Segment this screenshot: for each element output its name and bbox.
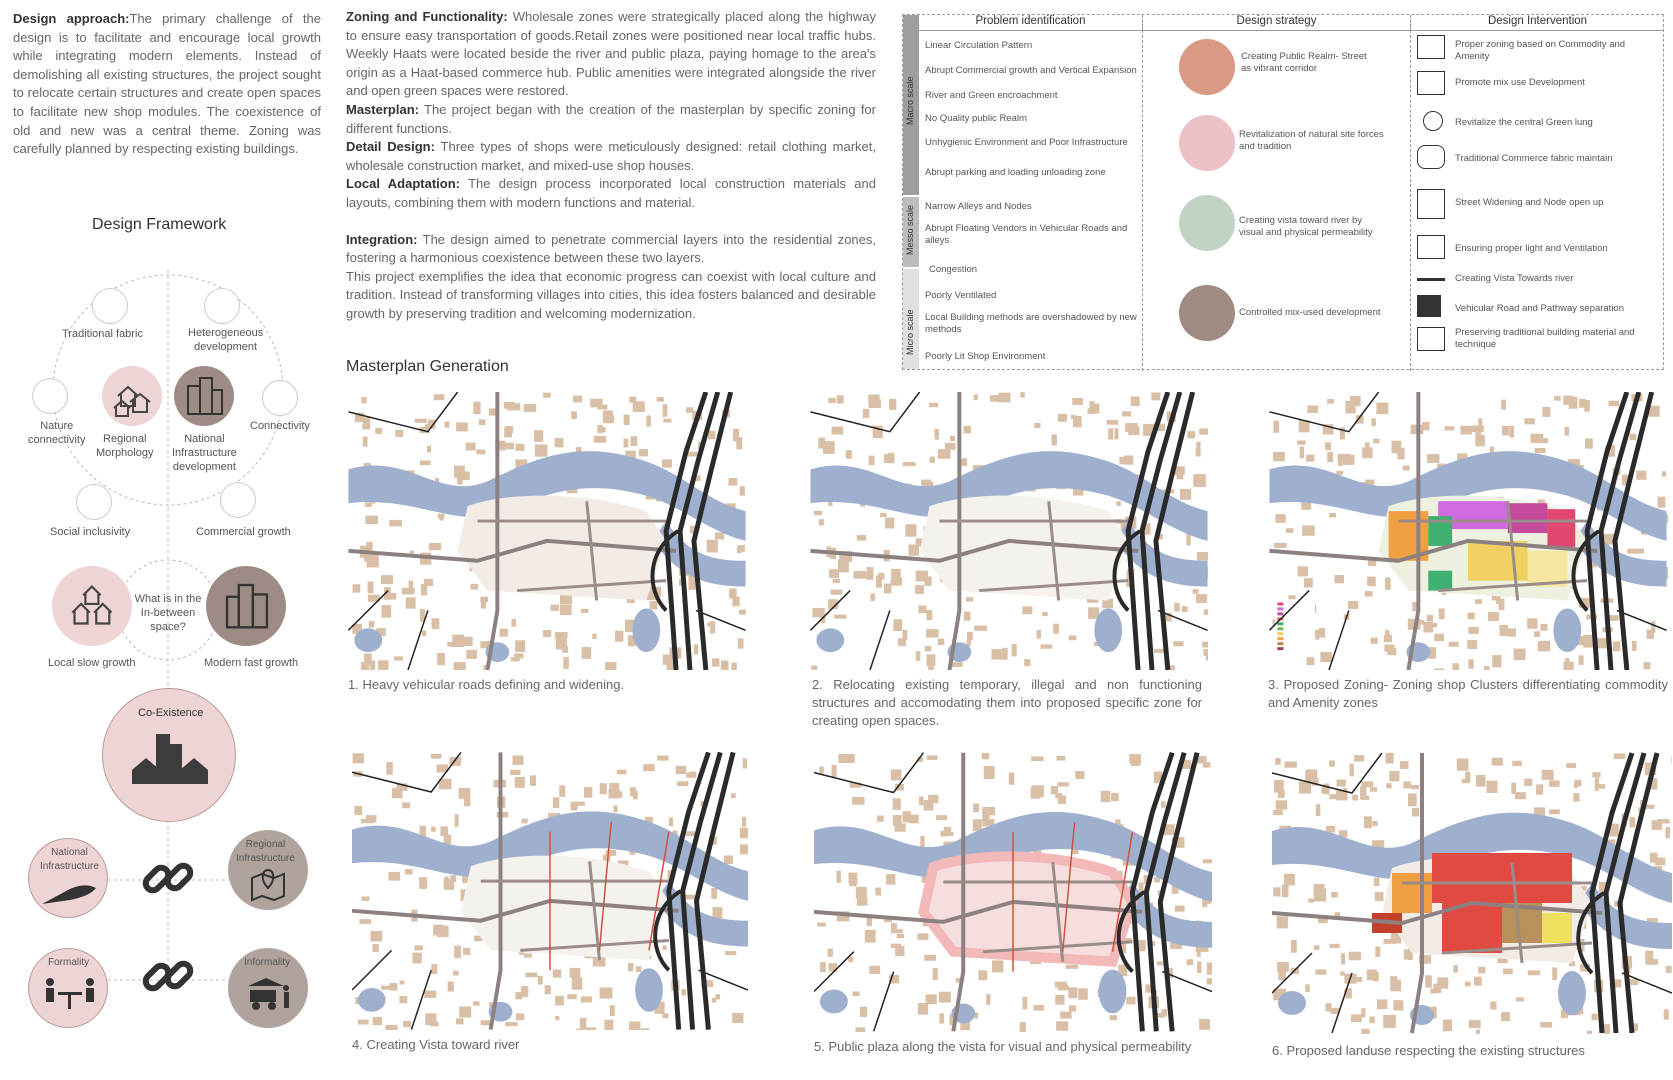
intervention-item: Traditional Commerce fabric maintain: [1455, 153, 1613, 164]
highway-icon: [40, 878, 100, 908]
heterogeneous-icon: [204, 288, 240, 324]
masterplan-title: Masterplan Generation: [346, 358, 509, 375]
conclusion-body: This project exemplifies the idea that economic progress can coexist with local culture and tradition. Instead of transforming villages into cities, this idea fosters balanced and desirable growth by preserving tradition and welcoming modernization.: [346, 268, 876, 321]
local-adaptation-body: The design process incorporated local construction materials and layouts, combining them with modern functions and material.: [346, 176, 876, 210]
modern-fast-growth-label: Modern fast growth: [204, 657, 299, 669]
road-separation-icon: [1417, 295, 1441, 317]
design-approach-heading: Design approach:: [13, 11, 130, 26]
problem-item: Abrupt parking and loading unloading zone: [925, 167, 1106, 178]
mixed-building-icon: [1417, 71, 1445, 95]
strategy-table: [902, 14, 1664, 370]
integration-body: The design aimed to penetrate commercial layers into the residential zones, fostering a harmonious coexistence between these two layers.: [346, 231, 876, 266]
header-problem: Problem identification: [919, 15, 1142, 31]
traditional-fabric-label: Traditional fabric: [62, 328, 143, 340]
zoning-heading: Zoning and Functionality:: [346, 9, 508, 24]
commercial-growth-label: Commercial growth: [196, 526, 291, 538]
formality-label: Formality: [48, 957, 90, 968]
design-approach: [13, 10, 321, 159]
project-text: [346, 8, 876, 324]
national-infrastructure-label: National Infrastructure: [40, 847, 99, 872]
masterplan-map-5: [814, 752, 1212, 1032]
map-pin-icon: [248, 866, 288, 902]
strategy-item: Controlled mix-used development: [1239, 307, 1381, 318]
masterplan-map-6: [1272, 752, 1672, 1034]
problem-item: No Quality public Realm: [925, 113, 1027, 124]
nature-connectivity-icon: [32, 378, 68, 414]
caption-1: 1. Heavy vehicular roads defining and widening.: [348, 677, 625, 692]
river-icon: [1179, 195, 1235, 251]
intervention-item: Revitalize the central Green lung: [1455, 117, 1593, 128]
problem-item: Abrupt Commercial growth and Vertical Expansion: [925, 65, 1137, 76]
framework-diagram: [0, 240, 330, 1060]
masterplan-map-3: [1268, 392, 1668, 670]
strategy-item: Revitalization of natural site forces and tradition: [1239, 129, 1384, 152]
intervention-item: Proper zoning based on Commodity and Amenity: [1455, 39, 1626, 62]
houses-icon: [110, 372, 156, 418]
header-strategy: Design strategy: [1142, 15, 1410, 31]
problem-item: Local Building methods are overshadowed by new methods: [925, 312, 1137, 335]
chain-link-icon-2: [140, 948, 196, 1004]
framework-title: Design Framework: [92, 216, 227, 233]
regional-morphology-label: Regional Morphology: [96, 433, 154, 459]
problem-item: Linear Circulation Pattern: [925, 40, 1033, 51]
header-intervention: Design Intervention: [1410, 15, 1664, 31]
heterogeneous-label: Heterogeneous development: [188, 327, 264, 353]
buildings-icon: [182, 372, 228, 418]
masterplan-map-1: [348, 392, 746, 670]
local-houses-icon: [68, 580, 118, 630]
meeting-icon: [40, 976, 100, 1012]
design-approach-body: The primary challenge of the design is to facilitate and encourage local growth while integrating modern elements. Instead of demolishing all existing structures, the project sought to relocate certain structures and create open spaces to facilitate new shop modules. The coexistence of old and new was a central theme. Zoning was carefully planned by respecting existing buildings.: [13, 11, 321, 157]
caption-3: 3. Proposed Zoning- Zoning shop Clusters differentiating commodity and Amenity zones: [1268, 677, 1668, 710]
masterplan-body: The project began with the creation of the masterplan by specific zoning for different functions.: [346, 101, 876, 136]
detail-design-heading: Detail Design:: [346, 139, 435, 155]
zoning-icon: [1417, 35, 1445, 59]
handshake-icon: [1417, 145, 1445, 169]
messo-scale-label: Messo scale: [905, 204, 915, 255]
strategy-item: Creating Public Realm- Street as vibrant corridor: [1241, 51, 1367, 74]
problem-item: Unhygienic Environment and Poor Infrastructure: [925, 137, 1128, 148]
intervention-item: Preserving traditional building material and technique: [1455, 327, 1635, 350]
street-node-icon: [1417, 189, 1445, 219]
social-inclusivity-icon: [76, 484, 112, 520]
problem-item: Narrow Alleys and Nodes: [925, 201, 1032, 212]
problem-item: Congestion: [929, 264, 978, 275]
nature-connectivity-label: Nature connectivity: [28, 420, 86, 446]
caption-5: 5. Public plaza along the vista for visual and physical permeability: [814, 1039, 1192, 1054]
integration-heading: Integration:: [346, 231, 418, 247]
caption-6: 6. Proposed landuse respecting the existing structures: [1272, 1043, 1585, 1058]
leaf-icon: [1179, 115, 1235, 171]
local-slow-growth-label: Local slow growth: [48, 657, 136, 669]
problem-item: River and Green encroachment: [925, 90, 1058, 101]
micro-scale-label: Micro scale: [905, 309, 915, 355]
mixed-use-icon: [1179, 285, 1235, 341]
intervention-item: Vehicular Road and Pathway separation: [1455, 303, 1625, 314]
vista-icon: [1417, 265, 1445, 281]
intervention-item: Street Widening and Node open up: [1455, 197, 1604, 208]
traditional-material-icon: [1417, 327, 1445, 351]
street-corridor-icon: [1179, 39, 1235, 95]
coexistence-icon: [128, 726, 212, 792]
local-adaptation-heading: Local Adaptation:: [346, 176, 460, 192]
problem-item: Poorly Ventilated: [925, 290, 997, 301]
social-inclusivity-label: Social inclusivity: [50, 526, 131, 538]
zoning-body: Wholesale zones were strategically placed along the highway to ensure easy transportation of goods.Retail zones were positioned near local traffic hubs. Weekly Haats were located beside the river and public plaza, paying homage to the area's origin as a Haat-based commerce hub. Public amenities were integrated alongside the river and open green spaces were restored.: [346, 9, 876, 99]
inbetween-label: What is in the In-between space?: [134, 593, 202, 633]
commercial-growth-icon: [220, 482, 256, 518]
intervention-item: Ensuring proper light and Ventilation: [1455, 243, 1608, 254]
connectivity-icon: [262, 380, 298, 416]
coexistence-label: Co-Existence: [138, 707, 204, 719]
regional-infrastructure-label: Regional Infrastructure: [236, 839, 295, 864]
connectivity-label: Connectivity: [250, 420, 310, 432]
problem-item: Abrupt Floating Vendors in Vehicular Roads and alleys: [925, 223, 1128, 246]
masterplan-map-2: [810, 392, 1208, 670]
intervention-item: Creating Vista Towards river: [1455, 273, 1574, 284]
national-infra-label: National Infrastructure development: [172, 433, 237, 473]
caption-4: 4. Creating Vista toward river: [352, 1037, 520, 1052]
ventilation-icon: [1417, 235, 1445, 259]
chain-link-icon: [140, 850, 196, 906]
traditional-fabric-icon: [92, 288, 128, 324]
detail-design-body: Three types of shops were meticulously designed: retail clothing market, wholesale construction market, and mixed-use shop houses.: [346, 139, 877, 173]
problem-item: Poorly Lit Shop Environment: [925, 351, 1046, 362]
informality-label: Informality: [244, 957, 291, 968]
intervention-item: Promote mix use Development: [1455, 77, 1585, 88]
masterplan-map-4: [352, 752, 748, 1030]
macro-scale-label: Macro scale: [905, 76, 915, 125]
caption-2: 2. Relocating existing temporary, illegal and non functioning structures and accomodating them into proposed specific zone for creating open spaces.: [812, 677, 1202, 728]
strategy-item: Creating vista toward river by visual and physical permeability: [1239, 215, 1373, 238]
modern-buildings-icon: [220, 578, 274, 632]
vendor-cart-icon: [244, 974, 294, 1014]
green-lung-icon: [1423, 111, 1443, 131]
masterplan-heading: Masterplan:: [346, 101, 419, 117]
